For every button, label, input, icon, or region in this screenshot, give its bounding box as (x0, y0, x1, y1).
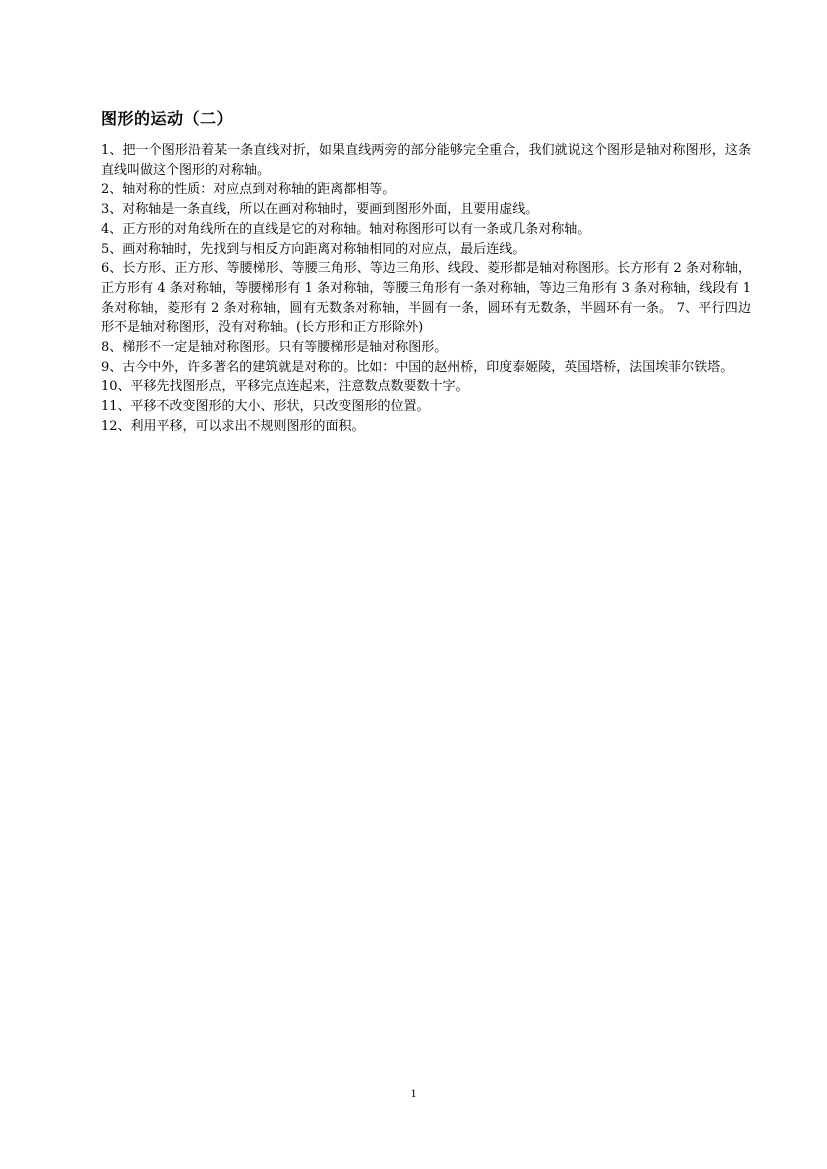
list-item-12: 12、利用平移，可以求出不规则图形的面积。 (101, 418, 365, 434)
list-item-1: 1、把一个图形沿着某一条直线对折，如果直线两旁的部分能够完全重合，我们就说这个图形是轴对称图形，这条直线叫做这个图形的对称轴。 (101, 143, 751, 178)
list-item-4: 4、正方形的对角线所在的直线是它的对称轴。轴对称图形可以有一条或几条对称轴。 (101, 221, 591, 237)
list-item-3: 3、对称轴是一条直线，所以在画对称轴时，要画到图形外面，且要用虚线。 (101, 202, 539, 218)
list-item-2: 2、轴对称的性质：对应点到对称轴的距离都相等。 (101, 182, 396, 198)
list-item-5: 5、画对称轴时，先找到与相反方向距离对称轴相同的对应点，最后连线。 (101, 241, 526, 257)
list-item-9: 9、古今中外，许多著名的建筑就是对称的。比如：中国的赵州桥，印度泰姬陵，英国塔桥，法国埃菲尔铁塔。 (101, 359, 734, 375)
page-number: 1 (410, 1086, 417, 1100)
list-item-10: 10、平移先找图形点，平移完点连起来，注意数点数要数十字。 (101, 379, 469, 395)
document-title: 图形的运动（二） (101, 109, 234, 128)
list-item-8: 8、梯形不一定是轴对称图形。只有等腰梯形是轴对称图形。 (101, 340, 448, 356)
document-body (101, 107, 751, 437)
list-item-11: 11、平移不改变图形的大小、形状，只改变图形的位置。 (101, 399, 430, 415)
list-item-6-7: 6、长方形、正方形、等腰梯形、等腰三角形、等边三角形、线段、菱形都是轴对称图形。长方形有 2 条对称轴，正方形有 4 条对称轴，等腰梯形有 1 条对称轴，等腰三角形有一条对称轴，等边三角形有 3 条对称轴，线段有 1 条对称轴，菱形有 2 条对称轴，圆有无数条对称轴，半圆有一条，圆环有无数条，半圆环有一条。 7、平行四边形不是轴对称图形，没有对称轴。(长方形和正方形除外) (101, 261, 751, 336)
